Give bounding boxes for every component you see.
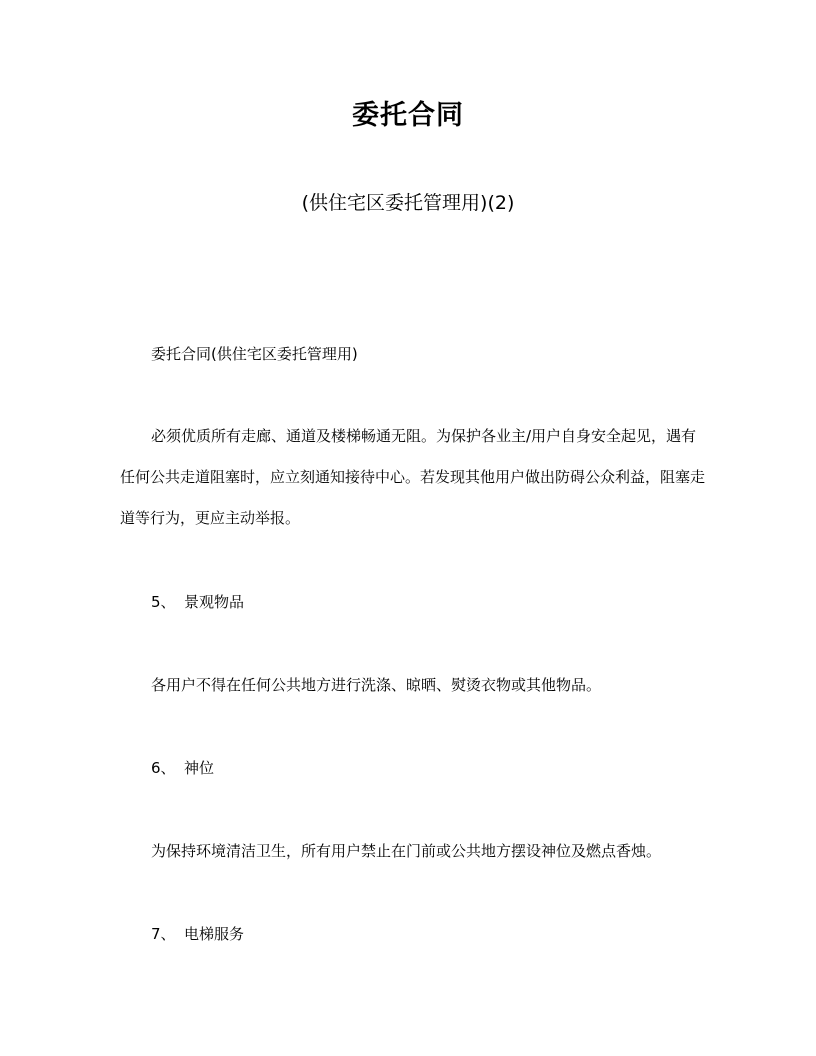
section-6-title: 神位 (184, 759, 215, 777)
section-7-title: 电梯服务 (184, 925, 245, 943)
shrine-paragraph: 为保持环境清洁卫生，所有用户禁止在门前或公共地方摆设神位及燃点香烛。 (151, 842, 662, 860)
document-subtitle: (供住宅区委托管理用)(2) (301, 192, 515, 214)
section-5-number: 5、 (151, 593, 176, 611)
intro-paragraph: 委托合同(供住宅区委托管理用) (151, 345, 358, 363)
section-6-heading (151, 748, 741, 789)
corridor-paragraph: 必须优质所有走廊、通道及楼梯畅通无阻。为保护各业主/用户自身安全起见，遇有任何公共走道阻塞时，应立刻通知接待中心。若发现其他用户做出防碍公众利益，阻塞走道等行为，更应主动举报。 (120, 427, 706, 527)
section-7-heading (151, 914, 741, 955)
section-5-title: 景观物品 (184, 593, 245, 611)
landscape-paragraph: 各用户不得在任何公共地方进行洗涤、晾晒、熨烫衣物或其他物品。 (151, 676, 602, 694)
section-7-number: 7、 (151, 925, 176, 943)
section-6-number: 6、 (151, 759, 176, 777)
section-5-heading (151, 582, 741, 623)
document-title: 委托合同 (352, 100, 464, 131)
